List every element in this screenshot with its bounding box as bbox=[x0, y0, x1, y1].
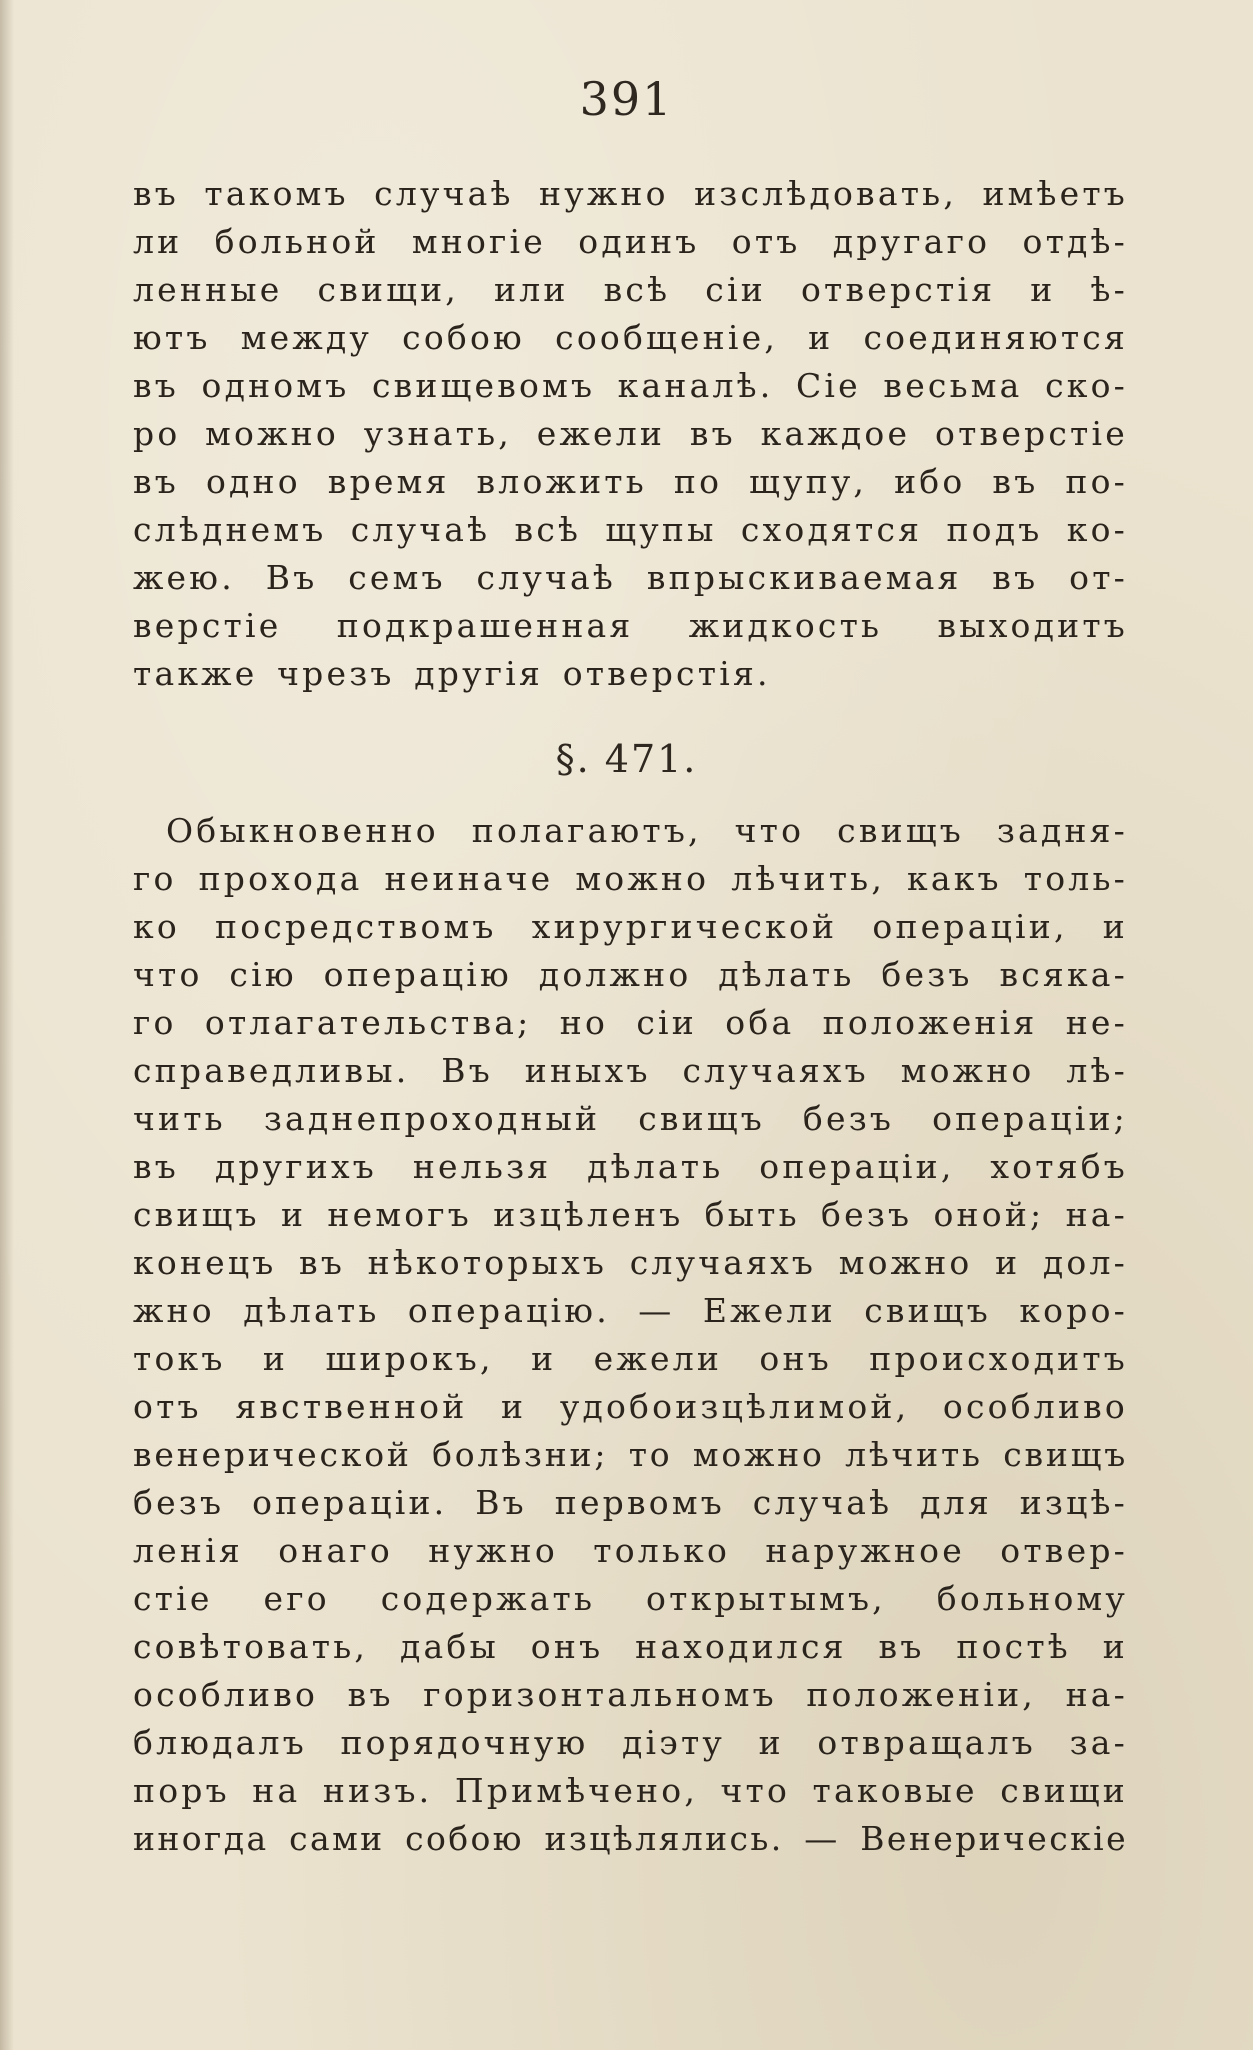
text-line: иногда сами собою изцѣлялись. — Венерическіе bbox=[133, 1819, 1128, 1858]
text-line: жно дѣлать операцію. — Ежели свищъ коро- bbox=[133, 1291, 1128, 1330]
text-line: слѣднемъ случаѣ всѣ щупы сходятся подъ ко- bbox=[133, 510, 1128, 549]
text-line: безъ операціи. Въ первомъ случаѣ для изцѣ- bbox=[133, 1483, 1128, 1522]
paragraph-continuation bbox=[133, 170, 1128, 698]
text-line: ли больной многіе одинъ отъ другаго отдѣ- bbox=[133, 222, 1128, 261]
text-line: свищъ и немогъ изцѣленъ быть безъ оной; на- bbox=[133, 1195, 1128, 1234]
text-line: особливо въ горизонтальномъ положеніи, на- bbox=[133, 1675, 1128, 1714]
text-line: совѣтовать, дабы онъ находился въ постѣ и bbox=[133, 1627, 1128, 1666]
page-edge-shadow bbox=[0, 0, 14, 2050]
text-line: ленія онаго нужно только наружное отвер- bbox=[133, 1531, 1128, 1570]
text-line: ко посредствомъ хирургической операціи, и bbox=[133, 907, 1128, 946]
text-line: ро можно узнать, ежели въ каждое отверстіе bbox=[133, 414, 1128, 453]
text-line: отъ явственной и удобоизцѣлимой, особливо bbox=[133, 1387, 1128, 1426]
text-line: блюдалъ порядочную діэту и отвращалъ за- bbox=[133, 1723, 1128, 1762]
text-line: справедливы. Въ иныхъ случаяхъ можно лѣ- bbox=[133, 1051, 1128, 1090]
paragraph-section-471 bbox=[133, 807, 1128, 1863]
text-line: стіе его содержать открытымъ, больному bbox=[133, 1579, 1128, 1618]
text-line: въ одномъ свищевомъ каналѣ. Сіе весьма ско- bbox=[133, 366, 1128, 405]
text-line: Обыкновенно полагаютъ, что свищъ задня- bbox=[166, 811, 1128, 850]
text-line: го отлагательства; но сіи оба положенія не- bbox=[133, 1003, 1128, 1042]
text-line: верстіе подкрашенная жидкость выходитъ bbox=[133, 606, 1128, 645]
text-line: въ одно время вложить по щупу, ибо въ по- bbox=[133, 462, 1128, 501]
text-line: ютъ между собою сообщеніе, и соединяются bbox=[133, 318, 1128, 357]
text-line: также чрезъ другія отверстія. bbox=[133, 654, 771, 693]
text-line: въ такомъ случаѣ нужно изслѣдовать, имѣетъ bbox=[133, 174, 1128, 213]
text-line: чить заднепроходный свищъ безъ операціи; bbox=[133, 1099, 1128, 1138]
text-line: конецъ въ нѣкоторыхъ случаяхъ можно и дол- bbox=[133, 1243, 1128, 1282]
text-line: въ другихъ нельзя дѣлать операціи, хотябъ bbox=[133, 1147, 1128, 1186]
text-line: жею. Въ семъ случаѣ впрыскиваемая въ от- bbox=[133, 558, 1128, 597]
text-line: го прохода неиначе можно лѣчить, какъ толь- bbox=[133, 859, 1128, 898]
page-number: 391 bbox=[579, 72, 674, 126]
text-line: венерической болѣзни; то можно лѣчить свищъ bbox=[133, 1435, 1128, 1474]
section-heading: §. 471. bbox=[555, 737, 698, 781]
text-line: поръ на низъ. Примѣчено, что таковые свищи bbox=[133, 1771, 1128, 1810]
text-line: что сію операцію должно дѣлать безъ всяка- bbox=[133, 955, 1128, 994]
text-line: токъ и широкъ, и ежели онъ происходитъ bbox=[133, 1339, 1128, 1378]
text-line: ленные свищи, или всѣ сіи отверстія и ѣ- bbox=[133, 270, 1128, 309]
